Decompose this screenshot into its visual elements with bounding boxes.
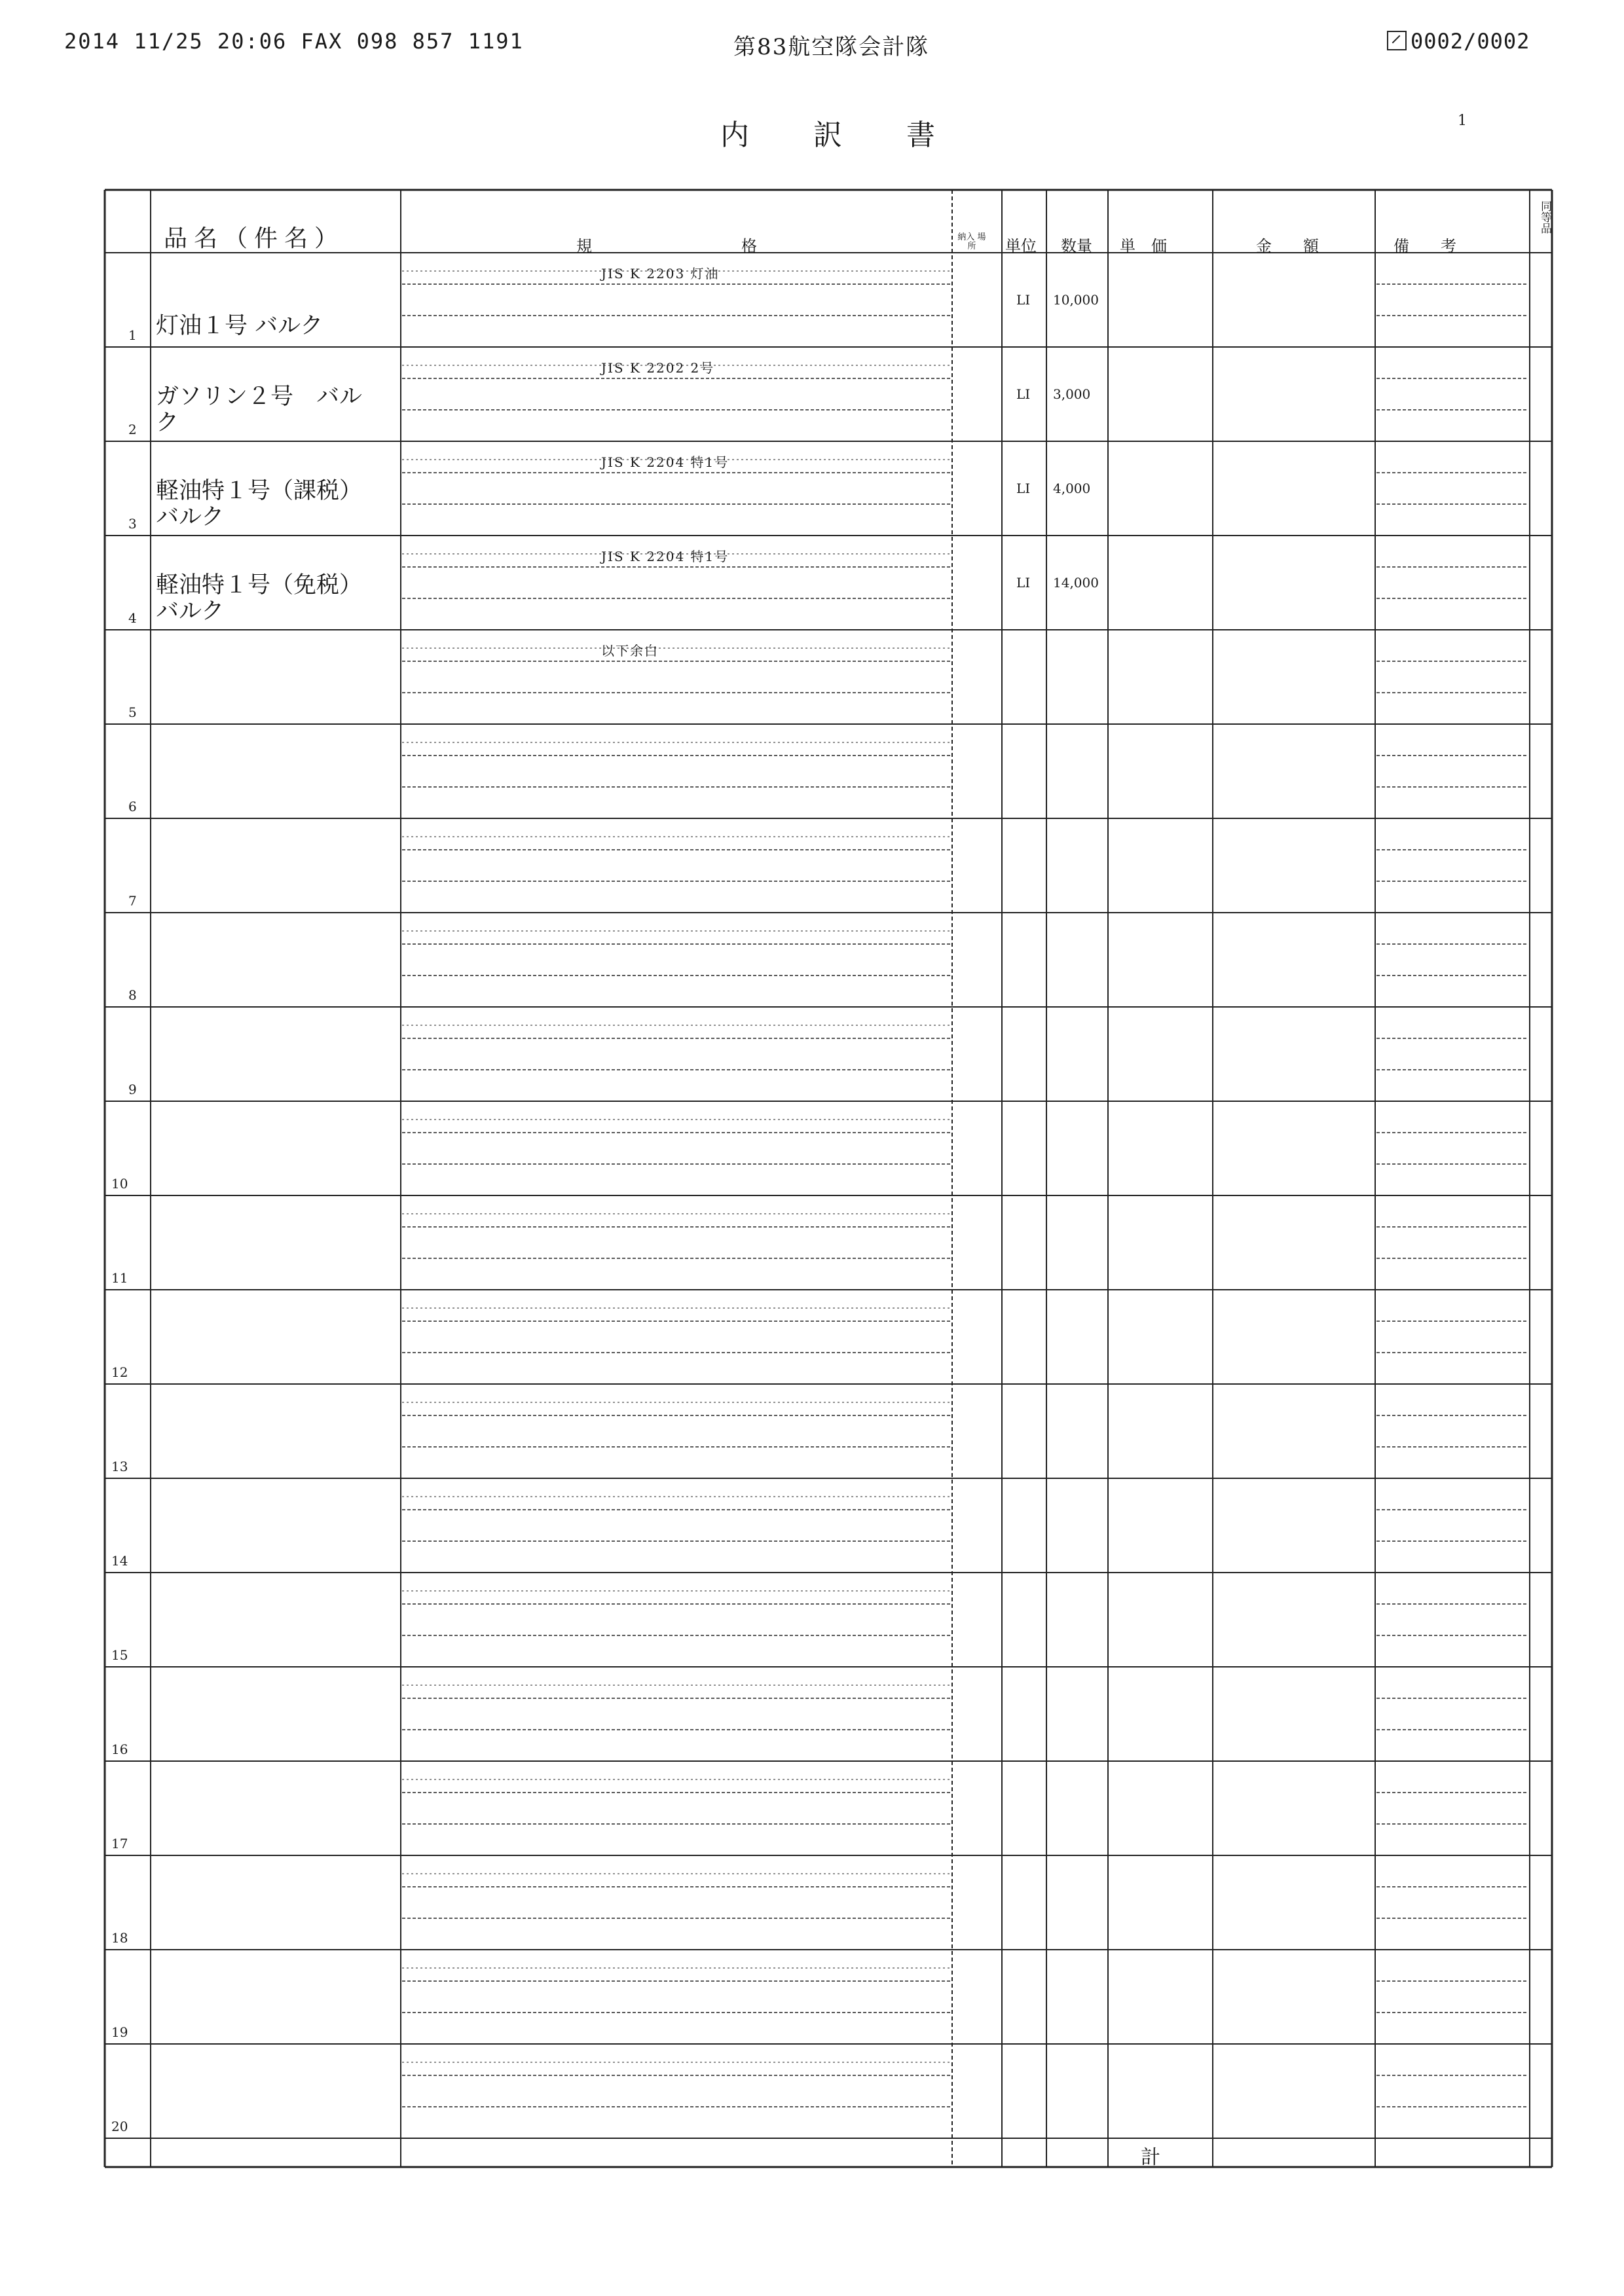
- item-spec: 以下余白: [601, 643, 659, 659]
- item-name: ガソリン２号 バル ク: [156, 384, 363, 436]
- row-number: 4: [128, 610, 137, 626]
- row-number: 12: [111, 1364, 128, 1380]
- item-name: 灯油１号 バルク: [156, 313, 323, 339]
- row-number: 8: [128, 987, 137, 1003]
- row-number: 14: [111, 1553, 128, 1569]
- row-number: 16: [111, 1741, 128, 1757]
- item-unit: LI: [1016, 481, 1031, 496]
- item-quantity: 4,000: [1053, 481, 1091, 496]
- row-number: 13: [111, 1459, 128, 1474]
- page-number: 1: [1458, 113, 1467, 129]
- row-number: 7: [128, 893, 137, 909]
- row-number: 1: [128, 327, 137, 343]
- item-unit: LI: [1016, 575, 1031, 591]
- row-number: 5: [128, 704, 137, 720]
- row-number: 18: [111, 1930, 128, 1946]
- item-quantity: 3,000: [1053, 386, 1091, 402]
- header-name: 品名（件名）: [164, 225, 345, 252]
- row-number: 20: [111, 2119, 128, 2134]
- header-quantity: 数量: [1061, 237, 1092, 255]
- row-number: 6: [128, 799, 137, 814]
- fax-transmission-info: 2014 11/25 20:06 FAX 098 857 1191: [64, 29, 524, 54]
- item-unit: LI: [1016, 386, 1031, 402]
- item-spec: JIS K 2203 灯油: [601, 266, 720, 282]
- row-number: 2: [128, 422, 137, 437]
- row-number: 19: [111, 2024, 128, 2040]
- row-number: 3: [128, 516, 137, 532]
- item-unit: LI: [1016, 292, 1031, 308]
- header-amount: 金 額: [1256, 237, 1319, 255]
- header-remarks: 備 考: [1393, 237, 1456, 255]
- total-label: 計: [1141, 2146, 1160, 2169]
- item-spec: JIS K 2204 特1号: [601, 454, 729, 470]
- header-unit: 単位: [1005, 237, 1037, 255]
- fax-page-counter-text: 0002/0002: [1411, 29, 1530, 54]
- header-spec: 規 格: [576, 237, 769, 255]
- row-number: 15: [111, 1647, 128, 1663]
- item-name: 軽油特１号（課税） バルク: [156, 478, 363, 530]
- row-number: 9: [128, 1082, 137, 1097]
- item-name: 軽油特１号（免税） バルク: [156, 572, 363, 625]
- row-number: 11: [111, 1270, 128, 1286]
- document-title: 内 訳 書: [720, 118, 963, 152]
- item-quantity: 10,000: [1053, 292, 1099, 308]
- header-delivery: 納入 場所: [957, 232, 986, 251]
- item-spec: JIS K 2204 特1号: [601, 549, 729, 564]
- item-quantity: 14,000: [1053, 575, 1099, 591]
- row-number: 17: [111, 1836, 128, 1851]
- header-unit-price: 単 価: [1120, 237, 1167, 255]
- fax-sender: 第83航空隊会計隊: [733, 34, 930, 60]
- row-number: 10: [111, 1176, 128, 1192]
- item-spec: JIS K 2202 2号: [601, 360, 715, 376]
- header-equivalent: 同等品: [1538, 200, 1551, 234]
